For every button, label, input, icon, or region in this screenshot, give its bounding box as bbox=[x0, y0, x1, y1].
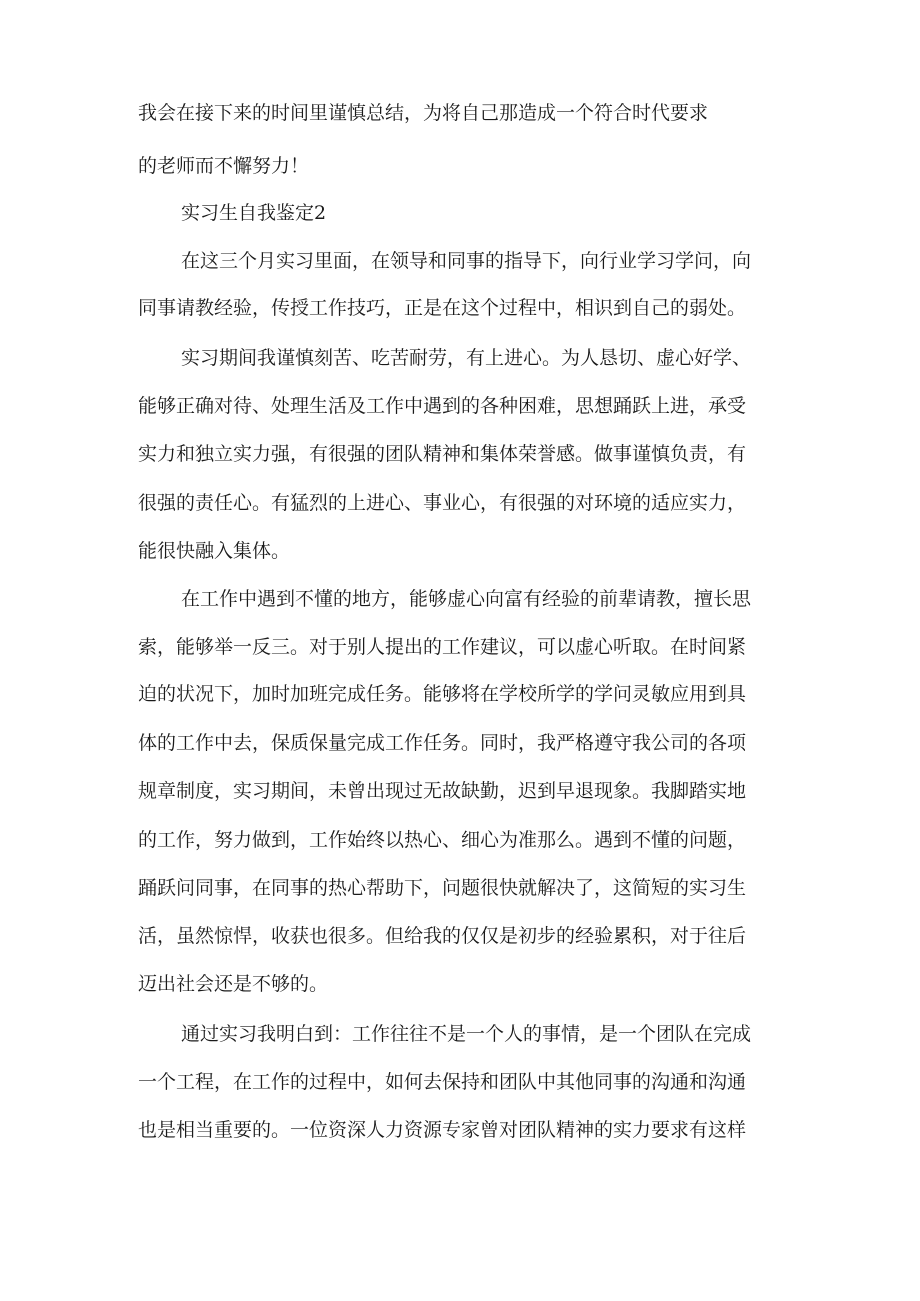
text-line: 很强的责任心。有猛烈的上进心、事业心，有很强的对环境的适应实力， bbox=[138, 492, 747, 514]
text-line: 迫的状况下，加时加班完成任务。能够将在学校所学的学问灵敏应用到具 bbox=[138, 683, 747, 705]
text-line: 索，能够举一反三。对于别人提出的工作建议，可以虚心听取。在时间紧 bbox=[138, 636, 747, 658]
text-line: 活，虽然惊悍，收获也很多。但给我的仅仅是初步的经验累积，对于往后 bbox=[138, 925, 747, 947]
text-line: 迈出社会还是不够的。 bbox=[138, 973, 329, 995]
text-line: 也是相当重要的。一位资深人力资源专家曾对团队精神的实力要求有这样 bbox=[138, 1119, 747, 1141]
text-line: 的工作，努力做到，工作始终以热心、细心为准那么。遇到不懂的问题， bbox=[138, 829, 747, 851]
text-line: 在工作中遇到不懂的地方，能够虚心向富有经验的前辈请教，擅长思 bbox=[181, 588, 752, 610]
text-line: 一个工程，在工作的过程中，如何去保持和团队中其他同事的沟通和沟通 bbox=[138, 1071, 747, 1093]
text-line: 能够正确对待、处理生活及工作中遇到的各种困难，思想踊跃上进，承受 bbox=[138, 395, 747, 417]
text-line: 体的工作中去，保质保量完成工作任务。同时，我严格遵守我公司的各项 bbox=[138, 732, 747, 754]
text-line: 规章制度，实习期间，未曾出现过无故缺勤，迟到早退现象。我脚踏实地 bbox=[138, 780, 747, 802]
section-heading: 实习生自我鉴定2 bbox=[181, 202, 327, 224]
text-line: 同事请教经验，传授工作技巧，正是在这个过程中，相识到自己的弱处。 bbox=[138, 297, 747, 319]
text-line: 实力和独立实力强，有很强的团队精神和集体荣誉感。做事谨慎负责，有 bbox=[138, 443, 747, 465]
text-line: 的老师而不懈努力！ bbox=[138, 155, 310, 177]
text-line: 能很快融入集体。 bbox=[138, 540, 291, 562]
text-line: 通过实习我明白到：工作往往不是一个人的事情，是一个团队在完成 bbox=[181, 1023, 752, 1045]
text-line: 踊跃问同事，在同事的热心帮助下，问题很快就解决了，这简短的实习生 bbox=[138, 877, 747, 899]
text-line: 我会在接下来的时间里谨慎总结，为将自己那造成一个符合时代要求 bbox=[138, 102, 709, 124]
text-line: 在这三个月实习里面，在领导和同事的指导下，向行业学习学问，向 bbox=[181, 250, 752, 272]
text-line: 实习期间我谨慎刻苦、吃苦耐劳，有上进心。为人恳切、虚心好学、 bbox=[181, 347, 752, 369]
